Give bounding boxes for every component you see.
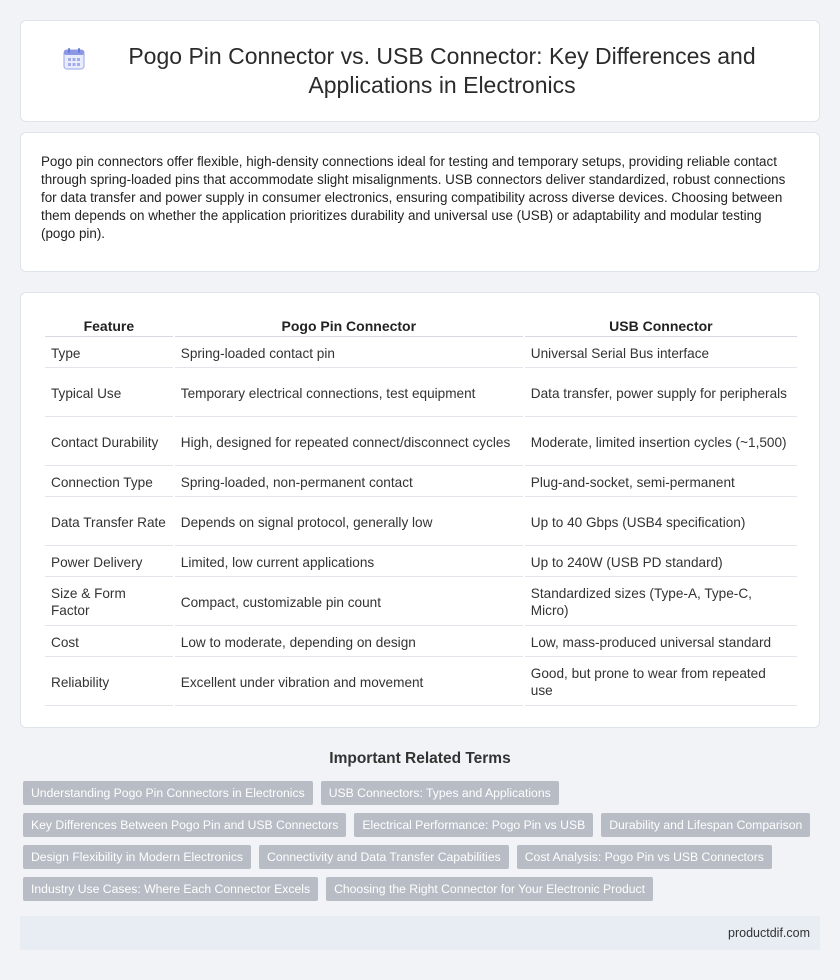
page-title: Pogo Pin Connector vs. USB Connector: Key Differences and Applications in Electronics	[128, 43, 756, 98]
comparison-table	[43, 315, 799, 708]
table-row	[45, 579, 797, 626]
intro-paragraph: Pogo pin connectors offer flexible, high-density connections ideal for testing and temporary setups, providing reliable contact through spring-loaded pins that accommodate slight misalignments. USB connectors deliver standardized, robust connections for data transfer and power supply in consumer electronics, ensuring compatibility across diverse devices. Choosing between them depends on whether the application prioritizes durability and universal use (USB) or adaptability and modular testing (pogo pin).	[41, 154, 786, 241]
table-header-row	[45, 317, 797, 337]
usb-cell: Low, mass-produced universal standard	[525, 628, 797, 657]
header-card	[20, 20, 820, 122]
table-row	[45, 468, 797, 497]
feature-cell: Reliability	[45, 659, 173, 706]
feature-cell: Data Transfer Rate	[45, 499, 173, 546]
related-term-tag[interactable]: Connectivity and Data Transfer Capabilities	[259, 845, 509, 869]
usb-cell: Standardized sizes (Type-A, Type-C, Micro)	[525, 579, 797, 626]
related-terms-tags	[23, 781, 823, 901]
header-feature: Feature	[45, 317, 173, 337]
feature-cell: Power Delivery	[45, 548, 173, 577]
table-row	[45, 659, 797, 706]
header-pogo-pin: Pogo Pin Connector	[175, 317, 523, 337]
pogo-cell: Spring-loaded contact pin	[175, 339, 523, 368]
related-term-tag[interactable]: Key Differences Between Pogo Pin and USB Connectors	[23, 813, 346, 837]
usb-cell: Up to 40 Gbps (USB4 specification)	[525, 499, 797, 546]
usb-cell: Moderate, limited insertion cycles (~1,500)	[525, 419, 797, 466]
title-wrap	[21, 42, 819, 100]
related-term-tag[interactable]: USB Connectors: Types and Applications	[321, 781, 559, 805]
usb-cell: Plug-and-socket, semi-permanent	[525, 468, 797, 497]
table-row	[45, 628, 797, 657]
related-term-tag[interactable]: Design Flexibility in Modern Electronics	[23, 845, 251, 869]
related-term-tag[interactable]: Understanding Pogo Pin Connectors in Electronics	[23, 781, 313, 805]
related-term-tag[interactable]: Industry Use Cases: Where Each Connector Excels	[23, 877, 318, 901]
pogo-cell: Low to moderate, depending on design	[175, 628, 523, 657]
table-row	[45, 419, 797, 466]
pogo-cell: Spring-loaded, non-permanent contact	[175, 468, 523, 497]
comparison-table-card	[20, 292, 820, 728]
usb-cell: Data transfer, power supply for peripherals	[525, 370, 797, 417]
usb-cell: Good, but prone to wear from repeated use	[525, 659, 797, 706]
related-term-tag[interactable]: Cost Analysis: Pogo Pin vs USB Connectors	[517, 845, 772, 869]
pogo-cell: High, designed for repeated connect/disconnect cycles	[175, 419, 523, 466]
calendar-icon	[61, 46, 87, 72]
pogo-cell: Excellent under vibration and movement	[175, 659, 523, 706]
feature-cell: Cost	[45, 628, 173, 657]
usb-cell: Up to 240W (USB PD standard)	[525, 548, 797, 577]
feature-cell: Contact Durability	[45, 419, 173, 466]
related-term-tag[interactable]: Choosing the Right Connector for Your Electronic Product	[326, 877, 653, 901]
feature-cell: Type	[45, 339, 173, 368]
intro-card	[20, 132, 820, 272]
usb-cell: Universal Serial Bus interface	[525, 339, 797, 368]
pogo-cell: Compact, customizable pin count	[175, 579, 523, 626]
table-row	[45, 499, 797, 546]
pogo-cell: Temporary electrical connections, test equipment	[175, 370, 523, 417]
related-term-tag[interactable]: Electrical Performance: Pogo Pin vs USB	[354, 813, 593, 837]
footer	[20, 916, 820, 950]
related-terms-title: Important Related Terms	[329, 750, 511, 767]
table-row	[45, 370, 797, 417]
feature-cell: Typical Use	[45, 370, 173, 417]
pogo-cell: Limited, low current applications	[175, 548, 523, 577]
feature-cell: Size & Form Factor	[45, 579, 173, 626]
related-term-tag[interactable]: Durability and Lifespan Comparison	[601, 813, 810, 837]
footer-site-link[interactable]: productdif.com	[728, 926, 810, 940]
table-row	[45, 339, 797, 368]
pogo-cell: Depends on signal protocol, generally low	[175, 499, 523, 546]
header-usb: USB Connector	[525, 317, 797, 337]
table-row	[45, 548, 797, 577]
feature-cell: Connection Type	[45, 468, 173, 497]
